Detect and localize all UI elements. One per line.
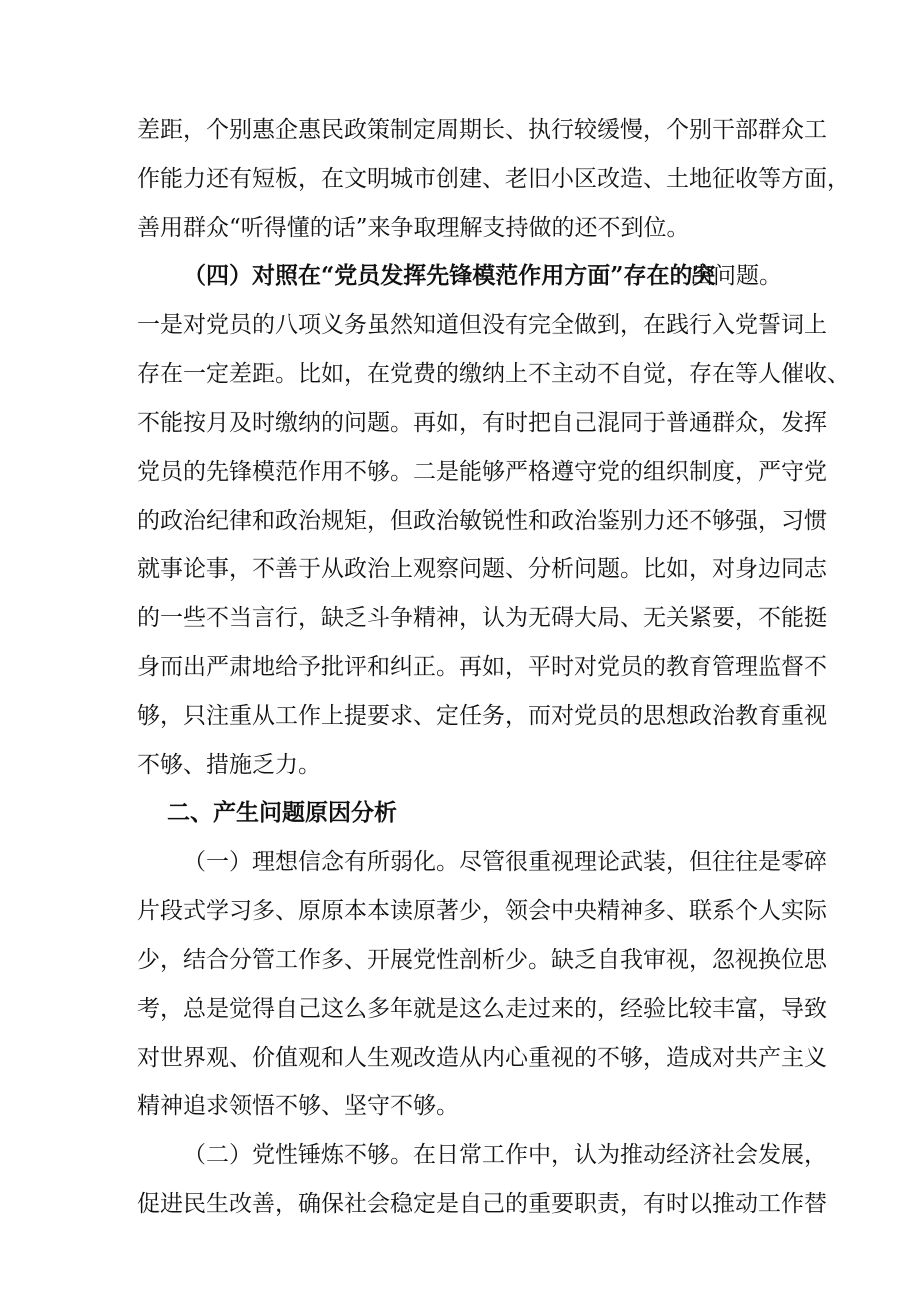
text-line [0,596,920,640]
text-line-content: 考，总是觉得自己这么多年就是这么走过来的，经验比较丰富，导致 [137,996,827,1022]
text-line [0,743,920,787]
text-line [0,938,920,982]
text-line-content: 少，结合分管工作多、开展党性剖析少。缺乏自我审视，忽视换位思 [137,947,827,973]
text-line-content: 存在一定差距。比如，在党费的缴纳上不主动不自觉，存在等人催收、 [137,361,850,387]
section-heading-bold: （四）对照在“党员发挥先锋模范作用方面”存在的突 [183,262,716,289]
text-line-content: 善用群众“听得懂的话”来争取理解支持做的还不到位。 [137,215,690,241]
text-line [0,206,920,250]
text-line-content: 对世界观、价值观和人生观改造从内心重视的不够，造成对共产主义 [137,1045,827,1071]
text-line [0,1036,920,1080]
text-line [0,450,920,494]
text-line-content: 不够、措施乏力。 [137,752,321,778]
text-line-content: 的一些不当言行，缺乏斗争精神，认为无碍大局、无关紧要，不能挺 [137,605,827,631]
text-line-content: 不能按月及时缴纳的问题。再如，有时把自己混同于普通群众，发挥 [137,410,827,436]
text-line [0,645,920,689]
text-line-content: 党员的先锋模范作用不够。二是能够严格遵守党的组织制度，严守党 [137,459,827,485]
text-line [0,889,920,933]
text-line-content: 一是对党员的八项义务虽然知道但没有完全做到，在践行入党誓词上 [137,312,827,338]
text-line [0,1084,920,1128]
section-heading-tail: 出问题。 [690,263,782,289]
text-line-content: 就事论事，不善于从政治上观察问题、分析问题。比如，对身边同志 [137,556,827,582]
text-line-content: 促进民生改善，确保社会稳定是自己的重要职责，有时以推动工作替 [137,1191,827,1217]
text-line-content: 精神追求领悟不够、坚守不够。 [137,1093,459,1119]
chapter-heading: 二、产生问题原因分析 [167,799,397,826]
text-line-content: （一）理想信念有所弱化。尽管很重视理论武装，但往往是零碎 [183,849,827,875]
text-line [0,1133,920,1177]
text-line [0,401,920,445]
text-line [0,352,920,396]
text-line-content: 够，只注重从工作上提要求、定任务，而对党员的思想政治教育重视 [137,703,827,729]
text-line-content: 作能力还有短板，在文明城市创建、老旧小区改造、土地征收等方面， [137,166,850,192]
text-line [0,987,920,1031]
text-line [0,547,920,591]
text-line-content: （二）党性锤炼不够。在日常工作中，认为推动经济社会发展， [183,1142,827,1168]
text-line-content: 片段式学习多、原原本本读原著少，领会中央精神多、联系个人实际 [137,898,827,924]
text-line [0,1182,920,1226]
text-line [0,157,920,201]
text-line-content: 身而出严肃地给予批评和纠正。再如，平时对党员的教育管理监督不 [137,654,827,680]
chapter-heading-line [0,791,920,835]
text-line [0,499,920,543]
text-line-content: 差距，个别惠企惠民政策制定周期长、执行较缓慢，个别干部群众工 [137,117,827,143]
text-line [0,108,920,152]
section-heading-line [0,254,920,298]
text-line [0,694,920,738]
text-line [0,840,920,884]
text-line [0,303,920,347]
text-line-content: 的政治纪律和政治规矩，但政治敏锐性和政治鉴别力还不够强，习惯 [137,508,827,534]
